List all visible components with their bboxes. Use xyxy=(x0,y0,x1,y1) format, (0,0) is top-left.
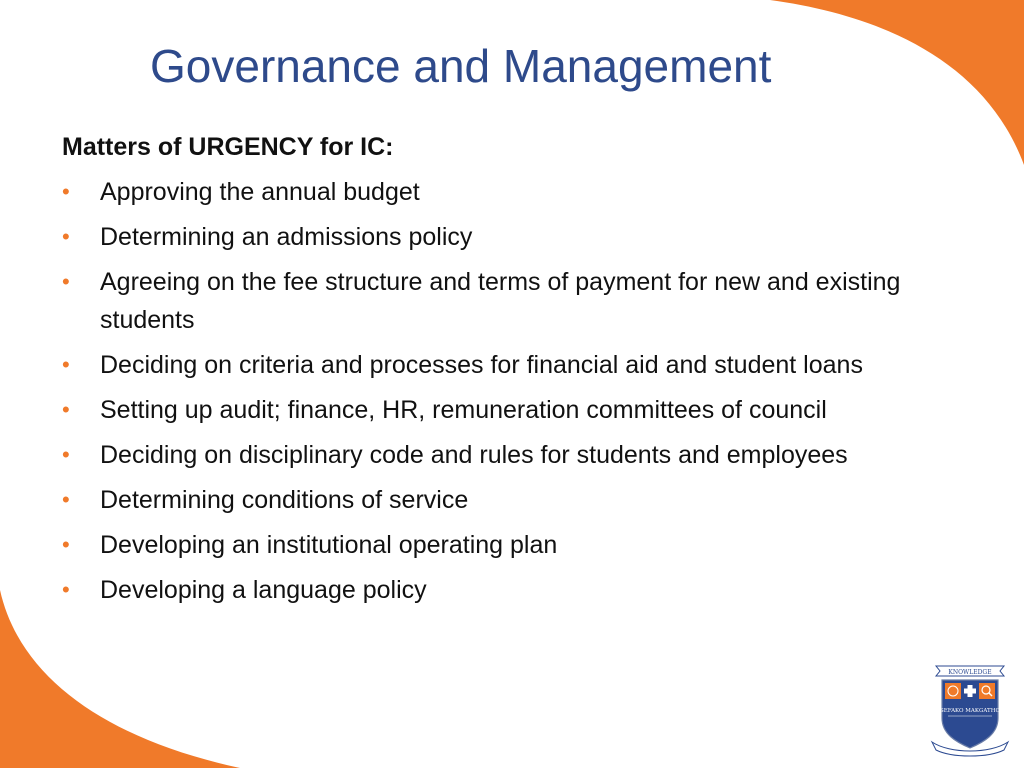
bullet-text: Determining conditions of service xyxy=(100,486,469,514)
bullet-item xyxy=(62,391,972,429)
university-logo xyxy=(930,662,1010,758)
bullet-text: Determining an admissions policy xyxy=(100,223,473,251)
bullet-item xyxy=(62,218,972,256)
bullet-item xyxy=(62,571,972,609)
slide-content xyxy=(62,128,972,616)
subheading: Matters of URGENCY for IC: xyxy=(62,133,394,161)
bullet-text: Developing an institutional operating plan xyxy=(100,531,558,559)
bullet-icon: • xyxy=(62,532,70,557)
bullet-icon: • xyxy=(62,487,70,512)
bullet-icon: • xyxy=(62,397,70,422)
bullet-text: Developing a language policy xyxy=(100,576,427,604)
logo-banner-text: KNOWLEDGE xyxy=(948,669,992,676)
bullet-text: Deciding on disciplinary code and rules for students and employees xyxy=(100,441,848,469)
bullet-icon: • xyxy=(62,224,70,249)
bullet-item xyxy=(62,173,972,211)
bullet-item xyxy=(62,346,972,384)
bullet-list xyxy=(62,173,972,609)
logo-panel-right xyxy=(979,683,995,699)
bullet-item xyxy=(62,436,972,474)
bullet-text: Setting up audit; finance, HR, remuneration committees of council xyxy=(100,396,827,424)
slide-title: Governance and Management xyxy=(150,40,772,92)
logo-cross-h xyxy=(964,689,976,694)
bullet-item xyxy=(62,263,972,339)
bullet-text: Approving the annual budget xyxy=(100,178,420,206)
bottom-left-orange-swoosh xyxy=(0,590,240,768)
bullet-icon: • xyxy=(62,442,70,467)
bullet-icon: • xyxy=(62,269,70,294)
bullet-icon: • xyxy=(62,577,70,602)
bullet-icon: • xyxy=(62,179,70,204)
bullet-item xyxy=(62,526,972,564)
bullet-icon: • xyxy=(62,352,70,377)
bullet-item xyxy=(62,481,972,519)
bullet-text: Deciding on criteria and processes for financial aid and student loans xyxy=(100,351,863,379)
logo-name-text: SEFAKO MAKGATHO xyxy=(939,708,1001,714)
logo-panel-left xyxy=(945,683,961,699)
bullet-text: Agreeing on the fee structure and terms of payment for new and existing students xyxy=(100,268,901,334)
